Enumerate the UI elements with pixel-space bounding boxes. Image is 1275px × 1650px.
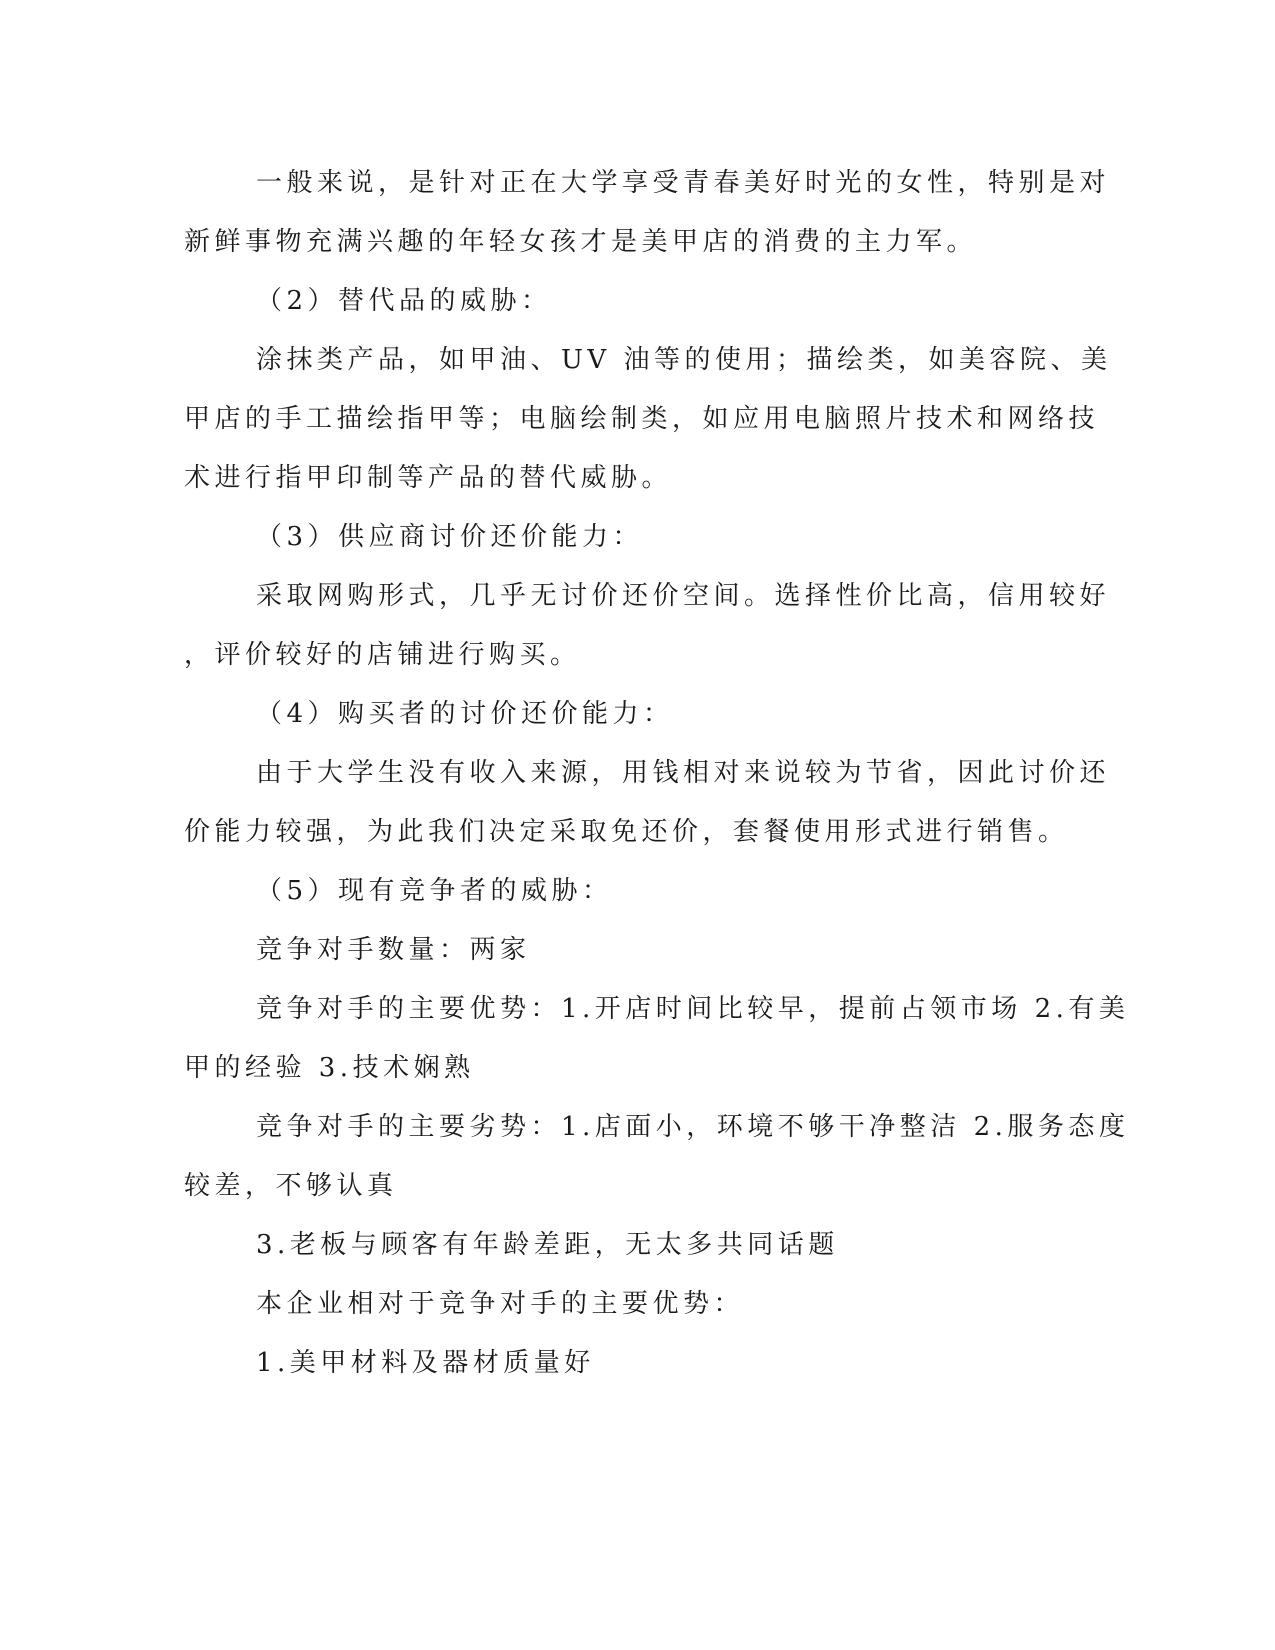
paragraph-line: 本企业相对于竞争对手的主要优势： <box>256 1289 745 1319</box>
section-heading: （3）供应商讨价还价能力： <box>256 522 644 552</box>
paragraph-line: 甲店的手工描绘指甲等；电脑绘制类，如应用电脑照片技术和网络技 <box>184 404 1100 434</box>
section-heading: （2）替代品的威胁： <box>256 286 552 316</box>
section-heading: （5）现有竞争者的威胁： <box>256 876 613 906</box>
paragraph-line: 竞争对手的主要劣势：1.店面小，环境不够干净整洁 2.服务态度 <box>256 1112 1130 1142</box>
paragraph-line: ，评价较好的店铺进行购买。 <box>184 640 581 670</box>
paragraph-line: 1.美甲材料及器材质量好 <box>256 1348 595 1378</box>
paragraph-line: 竞争对手数量：两家 <box>256 935 531 965</box>
paragraph-line: 甲的经验 3.技术娴熟 <box>184 1053 475 1083</box>
paragraph-line: 采取网购形式，几乎无讨价还价空间。选择性价比高，信用较好 <box>256 581 1111 611</box>
section-heading: （4）购买者的讨价还价能力： <box>256 699 674 729</box>
paragraph-line: 由于大学生没有收入来源，用钱相对来说较为节省，因此讨价还 <box>256 758 1111 788</box>
paragraph-line: 竞争对手的主要优势：1.开店时间比较早，提前占领市场 2.有美 <box>256 994 1130 1024</box>
paragraph-line: 一般来说，是针对正在大学享受青春美好时光的女性，特别是对 <box>256 168 1111 198</box>
paragraph-line: 术进行指甲印制等产品的替代威胁。 <box>184 463 673 493</box>
paragraph-line: 较差，不够认真 <box>184 1171 398 1201</box>
paragraph-line: 价能力较强，为此我们决定采取免还价，套餐使用形式进行销售。 <box>184 817 1069 847</box>
document-body <box>184 154 1130 1393</box>
paragraph-line: 新鲜事物充满兴趣的年轻女孩才是美甲店的消费的主力军。 <box>184 227 978 257</box>
paragraph-line: 涂抹类产品，如甲油、UV 油等的使用；描绘类，如美容院、美 <box>256 345 1112 375</box>
paragraph-line: 3.老板与顾客有年龄差距，无太多共同话题 <box>256 1230 839 1260</box>
